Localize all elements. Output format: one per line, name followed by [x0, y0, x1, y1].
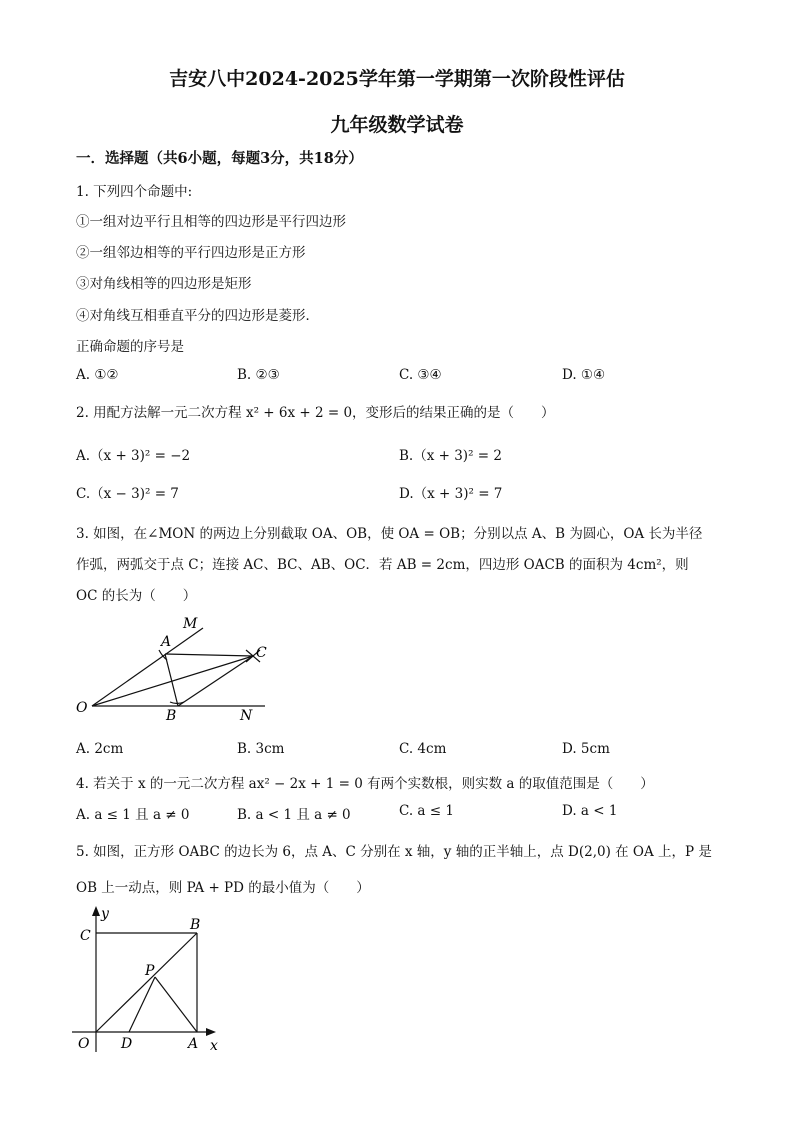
q1-item-3: ③对角线相等的四边形是矩形: [76, 276, 252, 292]
q1-option-b: B. ②③: [237, 367, 280, 383]
q5-label-a: A: [188, 1036, 199, 1052]
q3-option-c: C. 4cm: [399, 741, 447, 757]
q5-label-y: y: [101, 906, 109, 922]
q1-stem: 1. 下列四个命题中:: [76, 184, 193, 200]
q4-option-b: B. a < 1 且 a ≠ 0: [237, 807, 351, 823]
y-axis-arrow-icon: [92, 906, 100, 916]
q4-option-c: C. a ≤ 1: [399, 803, 454, 819]
x-axis-arrow-icon: [206, 1028, 216, 1036]
q2-option-d: D.（x + 3)² = 7: [399, 486, 503, 502]
q1-prompt: 正确命题的序号是: [76, 339, 184, 355]
q5-label-o: O: [78, 1036, 90, 1052]
q1-option-c: C. ③④: [399, 367, 442, 383]
q1-item-1: ①一组对边平行且相等的四边形是平行四边形: [76, 214, 346, 230]
q5-line-2: OB 上一动点，则 PA + PD 的最小值为（ ）: [76, 880, 370, 896]
q3-figure: [70, 610, 280, 730]
q5-figure: [70, 900, 230, 1062]
exam-subtitle: 九年级数学试卷: [330, 114, 464, 136]
q5-line-1: 5. 如图，正方形 OABC 的边长为 6，点 A、C 分别在 x 轴，y 轴的正半轴上，点 D(2,0) 在 OA 上，P 是: [76, 844, 712, 860]
q5-label-x: x: [210, 1038, 218, 1054]
q1-option-d: D. ①④: [562, 367, 606, 383]
q3-line-2: 作弧，两弧交于点 C；连接 AC、BC、AB、OC．若 AB = 2cm，四边形 OACB 的面积为 4cm²，则: [76, 557, 689, 573]
q1-item-2: ②一组邻边相等的平行四边形是正方形: [76, 245, 306, 261]
q3-label-m: M: [183, 616, 198, 632]
q5-label-c: C: [80, 928, 91, 944]
section-heading: 一．选择题（共6小题，每题3分，共18分）: [76, 150, 363, 167]
q2-option-c: C.（x − 3)² = 7: [76, 486, 179, 502]
q4-option-a: A. a ≤ 1 且 a ≠ 0: [76, 807, 190, 823]
q3-label-n: N: [240, 708, 253, 724]
q3-line-1: 3. 如图，在∠MON 的两边上分别截取 OA、OB，使 OA = OB；分别以点 A、B 为圆心，OA 长为半径: [76, 526, 703, 542]
q1-option-a: A. ①②: [76, 367, 119, 383]
q2-option-a: A.（x + 3)² = −2: [76, 448, 191, 464]
q3-label-o: O: [76, 700, 88, 716]
q3-option-a: A. 2cm: [76, 741, 124, 757]
exam-title: 吉安八中2024-2025学年第一学期第一次阶段性评估: [169, 68, 625, 90]
q5-label-d: D: [121, 1036, 133, 1052]
q2-option-b: B.（x + 3)² = 2: [399, 448, 502, 464]
q3-option-b: B. 3cm: [237, 741, 285, 757]
q3-option-d: D. 5cm: [562, 741, 610, 757]
q5-label-p: P: [145, 963, 155, 979]
q1-item-4: ④对角线互相垂直平分的四边形是菱形．: [76, 308, 319, 324]
q2-stem: 2. 用配方法解一元二次方程 x² + 6x + 2 = 0，变形后的结果正确的是（ ）: [76, 405, 555, 421]
q3-line-3: OC 的长为（ ）: [76, 588, 197, 604]
q3-label-a: A: [161, 634, 172, 650]
q5-label-b: B: [190, 917, 201, 933]
q4-option-d: D. a < 1: [562, 803, 618, 819]
q3-label-b: B: [166, 708, 177, 724]
q4-stem: 4. 若关于 x 的一元二次方程 ax² − 2x + 1 = 0 有两个实数根，则实数 a 的取值范围是（ ）: [76, 776, 654, 792]
q3-label-c: C: [256, 645, 267, 661]
